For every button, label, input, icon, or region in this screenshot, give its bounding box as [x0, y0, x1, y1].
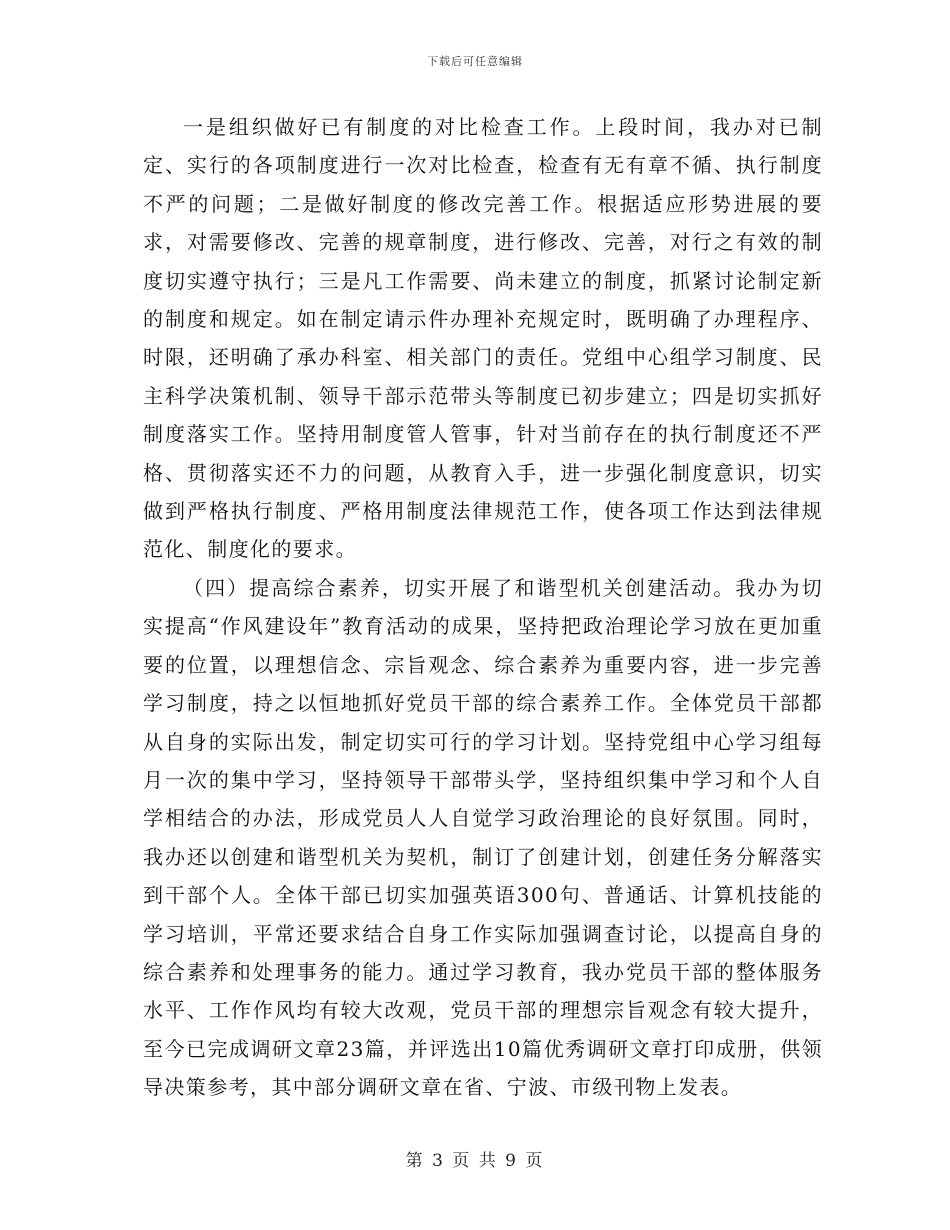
paragraph-comprehensive-quality: （四）提高综合素养，切实开展了和谐型机关创建活动。我办为切实提高“作风建设年”教育活动的成果，坚持把政治理论学习放在更加重要的位置，以理想信念、宗旨观念、综合素养为重要内容，进一步完善学习制度，持之以恒地抓好党员干部的综合素养工作。全体党员干部都从自身的实际出发，制定切实可行的学习计划。坚持党组中心学习组每月一次的集中学习，坚持领导干部带头学，坚持组织集中学习和个人自学相结合的办法，形成党员人人自觉学习政治理论的良好氛围。同时，我办还以创建和谐型机关为契机，制订了创建计划，创建任务分解落实到干部个人。全体干部已切实加强英语300句、普通话、计算机技能的学习培训，平常还要求结合自身工作实际加强调查讨论，以提高自身的综合素养和处理事务的能力。通过学习教育，我办党员干部的整体服务水平、工作作风均有较大改观，党员干部的理想宗旨观念有较大提升，至今已完成调研文章23篇，并评选出10篇优秀调研文章打印成册，供领导决策参考，其中部分调研文章在省、宁波、市级刊物上发表。 [143, 575, 823, 1100]
page-header: 下载后可任意编辑 [427, 55, 523, 68]
document-body [143, 108, 823, 1107]
page-number: 第 3 页 共 9 页 [405, 1151, 545, 1171]
paragraph-system-inspection: 一是组织做好已有制度的对比检查工作。上段时间，我办对已制定、实行的各项制度进行一次对比检查，检查有无有章不循、执行制度不严的问题；二是做好制度的修改完善工作。根据适应形势进展的要求，对需要修改、完善的规章制度，进行修改、完善，对行之有效的制度切实遵守执行；三是凡工作需要、尚未建立的制度，抓紧讨论制定新的制度和规定。如在制定请示件办理补充规定时，既明确了办理程序、时限，还明确了承办科室、相关部门的责任。党组中心组学习制度、民主科学决策机制、领导干部示范带头等制度已初步建立；四是切实抓好制度落实工作。坚持用制度管人管事，针对当前存在的执行制度还不严格、贯彻落实还不力的问题，从教育入手，进一步强化制度意识，切实做到严格执行制度、严格用制度法律规范工作，使各项工作达到法律规范化、制度化的要求。 [143, 115, 823, 562]
